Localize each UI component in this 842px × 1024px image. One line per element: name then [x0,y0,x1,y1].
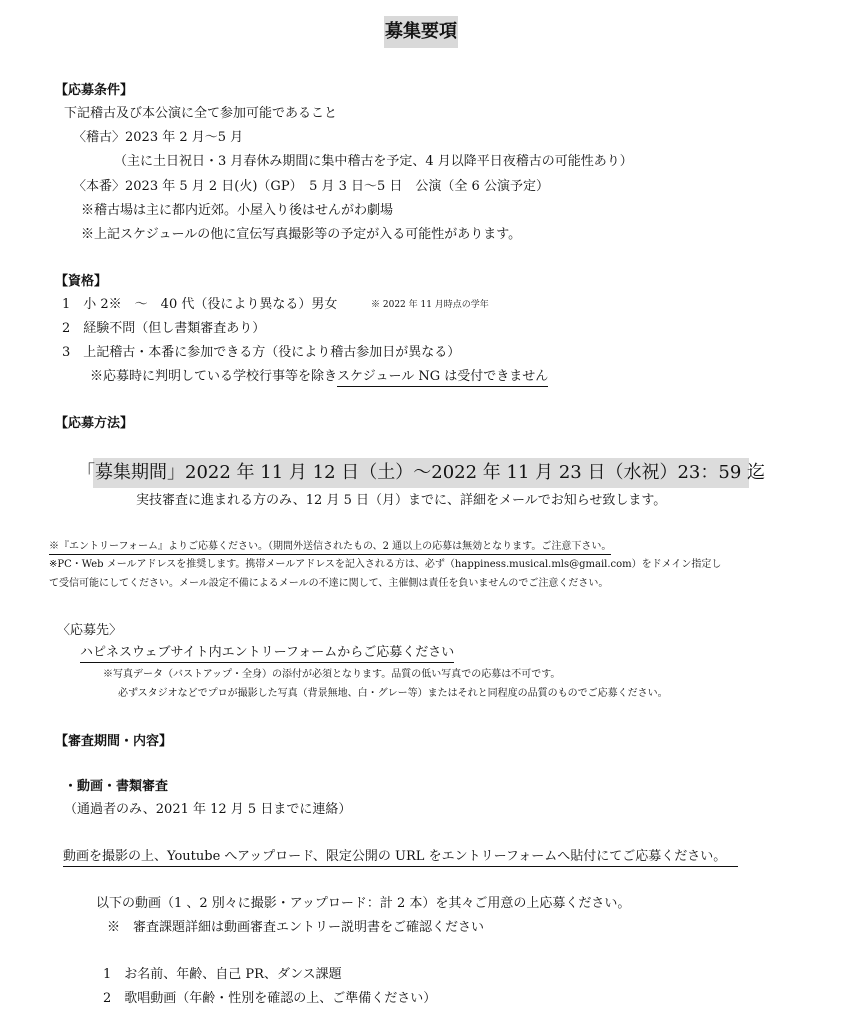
video-item-2: 2 歌唱動画（年齢・性別を確認の上、ご準備ください） [103,991,437,1006]
photo-note-2: 必ずスタジオなどでプロが撮影した写真（背景無地、白・グレー等）またはそれと同程度の品質のものでご応募ください。 [118,688,668,699]
method-heading: 【応募方法】 [55,416,134,431]
qualification-note-underlined: スケジュール NG は受付できません [337,369,548,387]
email-note: ※PC・Web メールアドレスを推奨します。携帯メールアドレスを記入される方は、必ず（happiness.musical.mls@gmail.com）をドメイン指定し [49,559,722,570]
qualification-item-1-note: ※ 2022 年 11 月時点の学年 [371,300,489,310]
rehearsal-period: 〈稽古〉2023 年 2 月〜5 月 [73,130,244,145]
video-item-1: 1 お名前、年齢、自己 PR、ダンス課題 [103,967,342,982]
upload-instruction: 動画を撮影の上、Youtube へアップロード、限定公開の URL をエントリーフォームへ貼付にてご応募ください。 [63,850,738,863]
email-note-cont: て受信可能にしてください。メール設定不備によるメールの不達に関して、主催側は責任を負いませんのでご注意ください。 [49,578,609,589]
conditions-intro: 下記稽古及び本公演に全て参加可能であること [64,106,338,121]
schedule-note: ※上記スケジュールの他に宣伝写真撮影等の予定が入る可能性があります。 [81,227,522,242]
qualification-note-text: ※応募時に判明している学校行事等を除き [90,369,338,384]
venue-note: ※稽古場は主に都内近郊。小屋入り後はせんがわ劇場 [81,203,394,218]
qualification-note [90,370,548,383]
notification-text: 実技審査に進まれる方のみ、12 月 5 日（月）までに、詳細をメールでお知らせ致します。 [136,493,667,508]
qualification-item-2: 2 経験不問（但し書類審査あり） [62,321,266,336]
qualification-item-3: 3 上記稽古・本番に参加できる方（役により稽古参加日が異なる） [62,345,461,360]
conditions-heading: 【応募条件】 [55,83,134,98]
photo-note-1: ※写真データ（バストアップ・全身）の添付が必須となります。品質の低い写真での応募は不可です。 [103,669,561,680]
review-subheading: ・動画・書類審査 [64,779,169,794]
qualification-heading: 【資格】 [55,274,108,289]
qualification-item-1: 1 小 2※ 〜 40 代（役により異なる）男女 [62,297,338,312]
page-title: 募集要項 [384,16,458,48]
videos-note: ※ 審査課題詳細は動画審査エントリー説明書をご確認ください [107,920,485,935]
videos-instruction: 以下の動画（1 、2 別々に撮影・アップロード：計 2 本）を其々ご用意の上応募ください。 [96,896,631,911]
review-sub-note: （通過者のみ、2021 年 12 月 5 日までに連絡） [64,802,352,817]
entry-form-note: ※『エントリーフォーム』よりご応募ください。（期間外送信されたもの、2 通以上の応募は無効となります。ご注意下さい。 [49,542,611,552]
application-period: 「募集期間」2022 年 11 月 12 日（土）〜2022 年 11 月 23 日（水祝）23：59 迄 [93,458,749,488]
destination-text: ハピネスウェブサイト内エントリーフォームからご応募ください [80,646,454,659]
review-heading: 【審査期間・内容】 [55,734,173,749]
destination-heading: 〈応募先〉 [57,623,123,638]
performance-dates: 〈本番〉2023 年 5 月 2 日(火)（GP） 5 月 3 日〜5 日 公演（全 6 公演予定） [73,179,549,194]
rehearsal-note: （主に土日祝日・3 月春休み期間に集中稽古を予定、4 月以降平日夜稽古の可能性あり） [114,154,633,169]
